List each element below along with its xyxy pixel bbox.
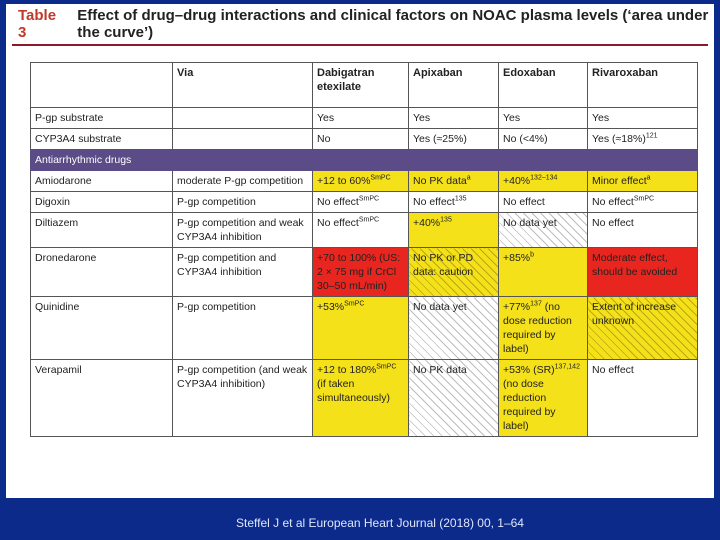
cell: +77%$^{137}$ (no dose reduction required by label) xyxy=(499,297,588,360)
cell: No effect xyxy=(499,192,588,213)
header-row xyxy=(31,63,698,108)
cell: No xyxy=(313,129,409,150)
cell: +53%$^{SmPC}$ xyxy=(313,297,409,360)
cell: Moderate effect, should be avoided xyxy=(588,248,698,297)
citation-footer: Steffel J et al European Heart Journal (2018) 00, 1–64 xyxy=(236,516,524,530)
cell: +12 to 60%$^{SmPC}$ xyxy=(313,171,409,192)
cell: +40%$^{135}$ xyxy=(409,213,499,248)
row-label: Verapamil xyxy=(31,360,173,437)
via-cell xyxy=(173,129,313,150)
cell: No data yet xyxy=(499,213,588,248)
via-cell: P-gp competition (and weak CYP3A4 inhibition) xyxy=(173,360,313,437)
cell: Yes xyxy=(588,108,698,129)
via-cell: P-gp competition xyxy=(173,192,313,213)
row-label: Quinidine xyxy=(31,297,173,360)
row-label: Digoxin xyxy=(31,192,173,213)
via-cell: P-gp competition and CYP3A4 inhibition xyxy=(173,248,313,297)
cell: No PK data xyxy=(409,360,499,437)
slide xyxy=(6,4,714,498)
table-row xyxy=(31,192,698,213)
cell: No PK or PD data: caution xyxy=(409,248,499,297)
cell: No effect$^{135}$ xyxy=(409,192,499,213)
table-row xyxy=(31,213,698,248)
title-divider xyxy=(12,44,708,46)
cell: +12 to 180%$^{SmPC}$ (if taken simultaneously) xyxy=(313,360,409,437)
table-number: Table 3 xyxy=(18,7,57,41)
cell: +40%$^{132-134}$ xyxy=(499,171,588,192)
cell: Extent of increase unknown xyxy=(588,297,698,360)
cell: +70 to 100% (US: 2 × 75 mg if CrCl 30–50 mL/min) xyxy=(313,248,409,297)
header-cell: Via xyxy=(173,63,313,108)
via-cell xyxy=(173,108,313,129)
row-label: CYP3A4 substrate xyxy=(31,129,173,150)
table-row xyxy=(31,360,698,437)
table-row xyxy=(31,129,698,150)
section-row xyxy=(31,150,698,171)
cell: Yes xyxy=(409,108,499,129)
cell: No effect$^{SmPC}$ xyxy=(313,213,409,248)
cell: Yes (≈18%)$^{121}$ xyxy=(588,129,698,150)
table-caption: Effect of drug–drug interactions and clinical factors on NOAC plasma levels (‘area under the curve’) xyxy=(77,7,709,41)
header-cell: Apixaban xyxy=(409,63,499,108)
cell: No effect$^{SmPC}$ xyxy=(588,192,698,213)
via-cell: P-gp competition and weak CYP3A4 inhibition xyxy=(173,213,313,248)
table-row xyxy=(31,108,698,129)
cell: No effect$^{SmPC}$ xyxy=(313,192,409,213)
cell: No effect xyxy=(588,213,698,248)
cell: Minor effect$^a$ xyxy=(588,171,698,192)
cell: Yes xyxy=(499,108,588,129)
row-label: Dronedarone xyxy=(31,248,173,297)
via-cell: moderate P-gp competition xyxy=(173,171,313,192)
header-cell: Dabigatran etexilate xyxy=(313,63,409,108)
table-row xyxy=(31,248,698,297)
cell: Yes (≈25%) xyxy=(409,129,499,150)
header-cell: Edoxaban xyxy=(499,63,588,108)
via-cell: P-gp competition xyxy=(173,297,313,360)
cell: Yes xyxy=(313,108,409,129)
cell: No effect xyxy=(588,360,698,437)
row-label: Diltiazem xyxy=(31,213,173,248)
cell: No (<4%) xyxy=(499,129,588,150)
cell: No PK data$^a$ xyxy=(409,171,499,192)
cell: +53% (SR)$^{137,142}$ (no dose reduction required by label) xyxy=(499,360,588,437)
interaction-table xyxy=(30,62,698,437)
table-row xyxy=(31,297,698,360)
cell: No data yet xyxy=(409,297,499,360)
table-title xyxy=(6,4,714,44)
row-label: P-gp substrate xyxy=(31,108,173,129)
table-row xyxy=(31,171,698,192)
row-label: Amiodarone xyxy=(31,171,173,192)
cell: +85%$^b$ xyxy=(499,248,588,297)
header-cell: Rivaroxaban xyxy=(588,63,698,108)
section-label: Antiarrhythmic drugs xyxy=(31,150,698,171)
header-cell xyxy=(31,63,173,108)
